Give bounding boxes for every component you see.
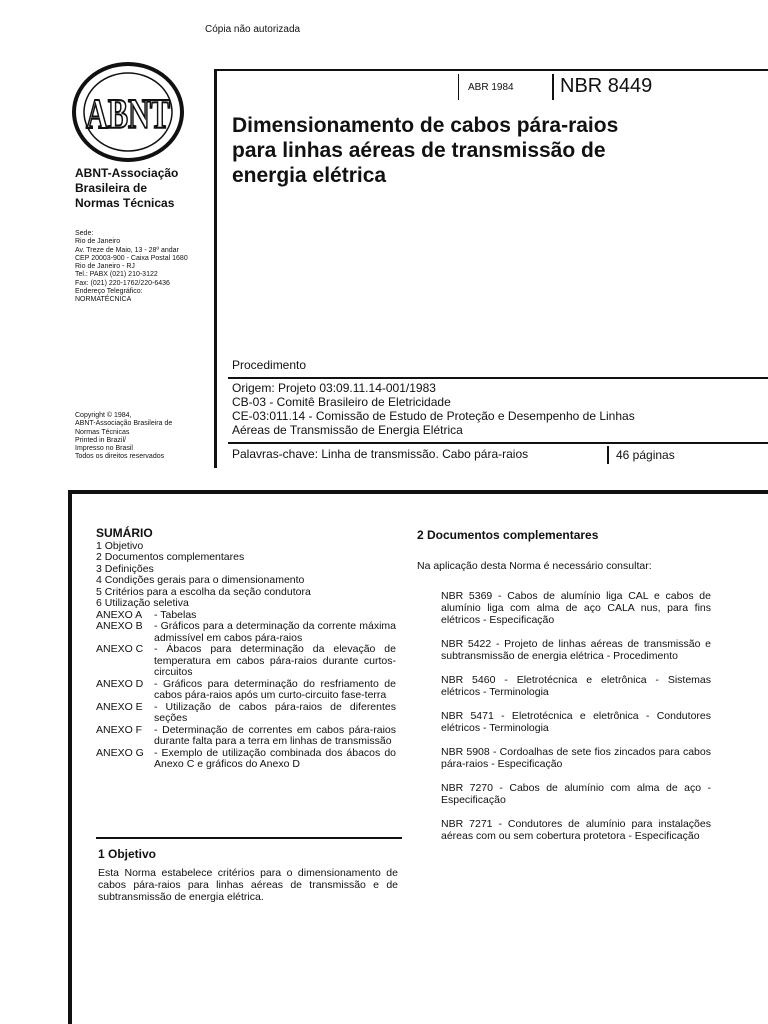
reference-item: NBR 7271 - Condutores de alumínio para instalações aéreas com ou sem cobertura protetora - Especificação <box>441 818 711 842</box>
annex-text: - Gráficos para a determinação da corrente máxima admissível em cabos pára-raios <box>154 620 396 644</box>
reference-item: NBR 5422 - Projeto de linhas aéreas de transmissão e subtransmissão de energia elétrica - Procedimento <box>441 638 711 662</box>
standard-code: NBR 8449 <box>560 75 653 97</box>
annex-text: - Exemplo de utilização combinada dos ábacos do Anexo C e gráficos do Anexo D <box>154 746 396 770</box>
annex-label: ANEXO G <box>96 746 144 759</box>
code-divider <box>552 74 554 100</box>
document-title: Dimensionamento de cabos pára-raios para linhas aéreas de transmissão de energia elétrica <box>232 114 619 187</box>
annex-item <box>96 679 396 702</box>
toc-item: 1 Objetivo <box>96 539 144 552</box>
rule-above-origin <box>228 377 768 379</box>
annex-label: ANEXO D <box>96 677 144 690</box>
annex-item <box>96 702 396 725</box>
complementary-docs-heading: 2 Documentos complementares <box>417 528 599 542</box>
document-type: Procedimento <box>232 358 307 372</box>
objective-text: Esta Norma estabelece critérios para o dimensionamento de cabos pára-raios para linhas aéreas de transmissão e de subtransmissão de energia elétrica. <box>98 867 398 903</box>
reference-item: NBR 5369 - Cabos de alumínio liga CAL e cabos de alumínio liga com alma de aço CALA nus, para fins elétricos - Especificação <box>441 590 711 626</box>
reference-item: NBR 5460 - Eletrotécnica e eletrônica - Sistemas elétricos - Terminologia <box>441 674 711 698</box>
annex-label: ANEXO A <box>96 608 143 621</box>
rule-above-keywords <box>228 442 768 444</box>
toc-item: 2 Documentos complementares <box>96 551 245 563</box>
abnt-logo-icon <box>72 62 184 162</box>
toc-item: 6 Utilização seletiva <box>96 597 189 609</box>
watermark-text: Cópia não autorizada <box>205 24 301 35</box>
annex-text: - Tabelas <box>154 608 197 621</box>
pages-divider <box>607 446 609 464</box>
annex-text: - Ábacos para determinação da elevação de temperatura em cabos pára-raios durante curtos-circuitos <box>154 643 396 678</box>
copyright-notice: Copyright © 1984, ABNT-Associação Brasileira de Normas Técnicas Printed in Brazil/ Impresso no Brasil Todos os direitos reservados <box>75 412 173 461</box>
rule-above-objective <box>96 837 402 839</box>
toc-item: 3 Definições <box>96 562 154 575</box>
annex-text: - Gráficos para determinação do resfriamento de cabos pára-raios após um curto-circuito fase-terra <box>154 677 396 701</box>
annex-item <box>96 644 396 679</box>
toc-item: 5 Critérios para a escolha da seção condutora <box>96 585 311 598</box>
complementary-docs-intro: Na aplicação desta Norma é necessário consultar: <box>417 560 652 572</box>
reference-list <box>441 590 711 854</box>
origin-block: Origem: Projeto 03:09.11.14-001/1983 CB-03 - Comitê Brasileiro de Eletricidade CE-03:011.14 - Comissão de Estudo de Proteção e Desempenho de Linhas Aéreas de Transmissão de Energia Elétrica <box>232 381 635 437</box>
reference-item: NBR 7270 - Cabos de alumínio com alma de aço - Especificação <box>441 782 711 806</box>
annex-text: - Utilização de cabos pára-raios de diferentes seções <box>154 700 396 724</box>
annex-label: ANEXO F <box>96 723 143 736</box>
annex-item <box>96 621 396 644</box>
annex-item <box>96 748 396 771</box>
annex-label: ANEXO C <box>96 643 144 655</box>
page-count: 46 páginas <box>616 448 675 462</box>
logo-text: ABNT <box>86 92 170 138</box>
summary-title: SUMÁRIO <box>96 526 153 540</box>
toc-item: 4 Condições gerais para o dimensionamento <box>96 574 305 586</box>
reference-item: NBR 5908 - Cordoalhas de sete fios zincados para cabos pára-raios - Especificação <box>441 746 711 770</box>
objective-heading: 1 Objetivo <box>98 847 157 861</box>
annex-item <box>96 725 396 748</box>
annex-text: - Determinação de correntes em cabos pára-raios durante falta para a terra em linhas de transmissão <box>154 723 396 747</box>
keywords: Palavras-chave: Linha de transmissão. Cabo pára-raios <box>232 447 529 461</box>
headquarters-address: Sede: Rio de Janeiro Av. Treze de Maio, 13 - 28º andar CEP 20003-900 - Caixa Postal 1680 Rio de Janeiro - RJ Tel.: PABX (021) 210-3122 Fax: (021) 220-1762/220-6436 Endereço Telegráfico: NORMATÉCNICA <box>75 230 188 304</box>
organization-name: ABNT-Associação Brasileira de Normas Técnicas <box>75 166 179 210</box>
annex-label: ANEXO B <box>96 620 143 632</box>
publication-date: ABR 1984 <box>468 82 514 93</box>
header-frame-left-rule <box>214 70 217 468</box>
header-frame-top-rule <box>214 69 768 71</box>
reference-item: NBR 5471 - Eletrotécnica e eletrônica - Condutores elétricos - Terminologia <box>441 710 711 734</box>
annex-label: ANEXO E <box>96 700 143 713</box>
summary-section <box>96 528 396 771</box>
